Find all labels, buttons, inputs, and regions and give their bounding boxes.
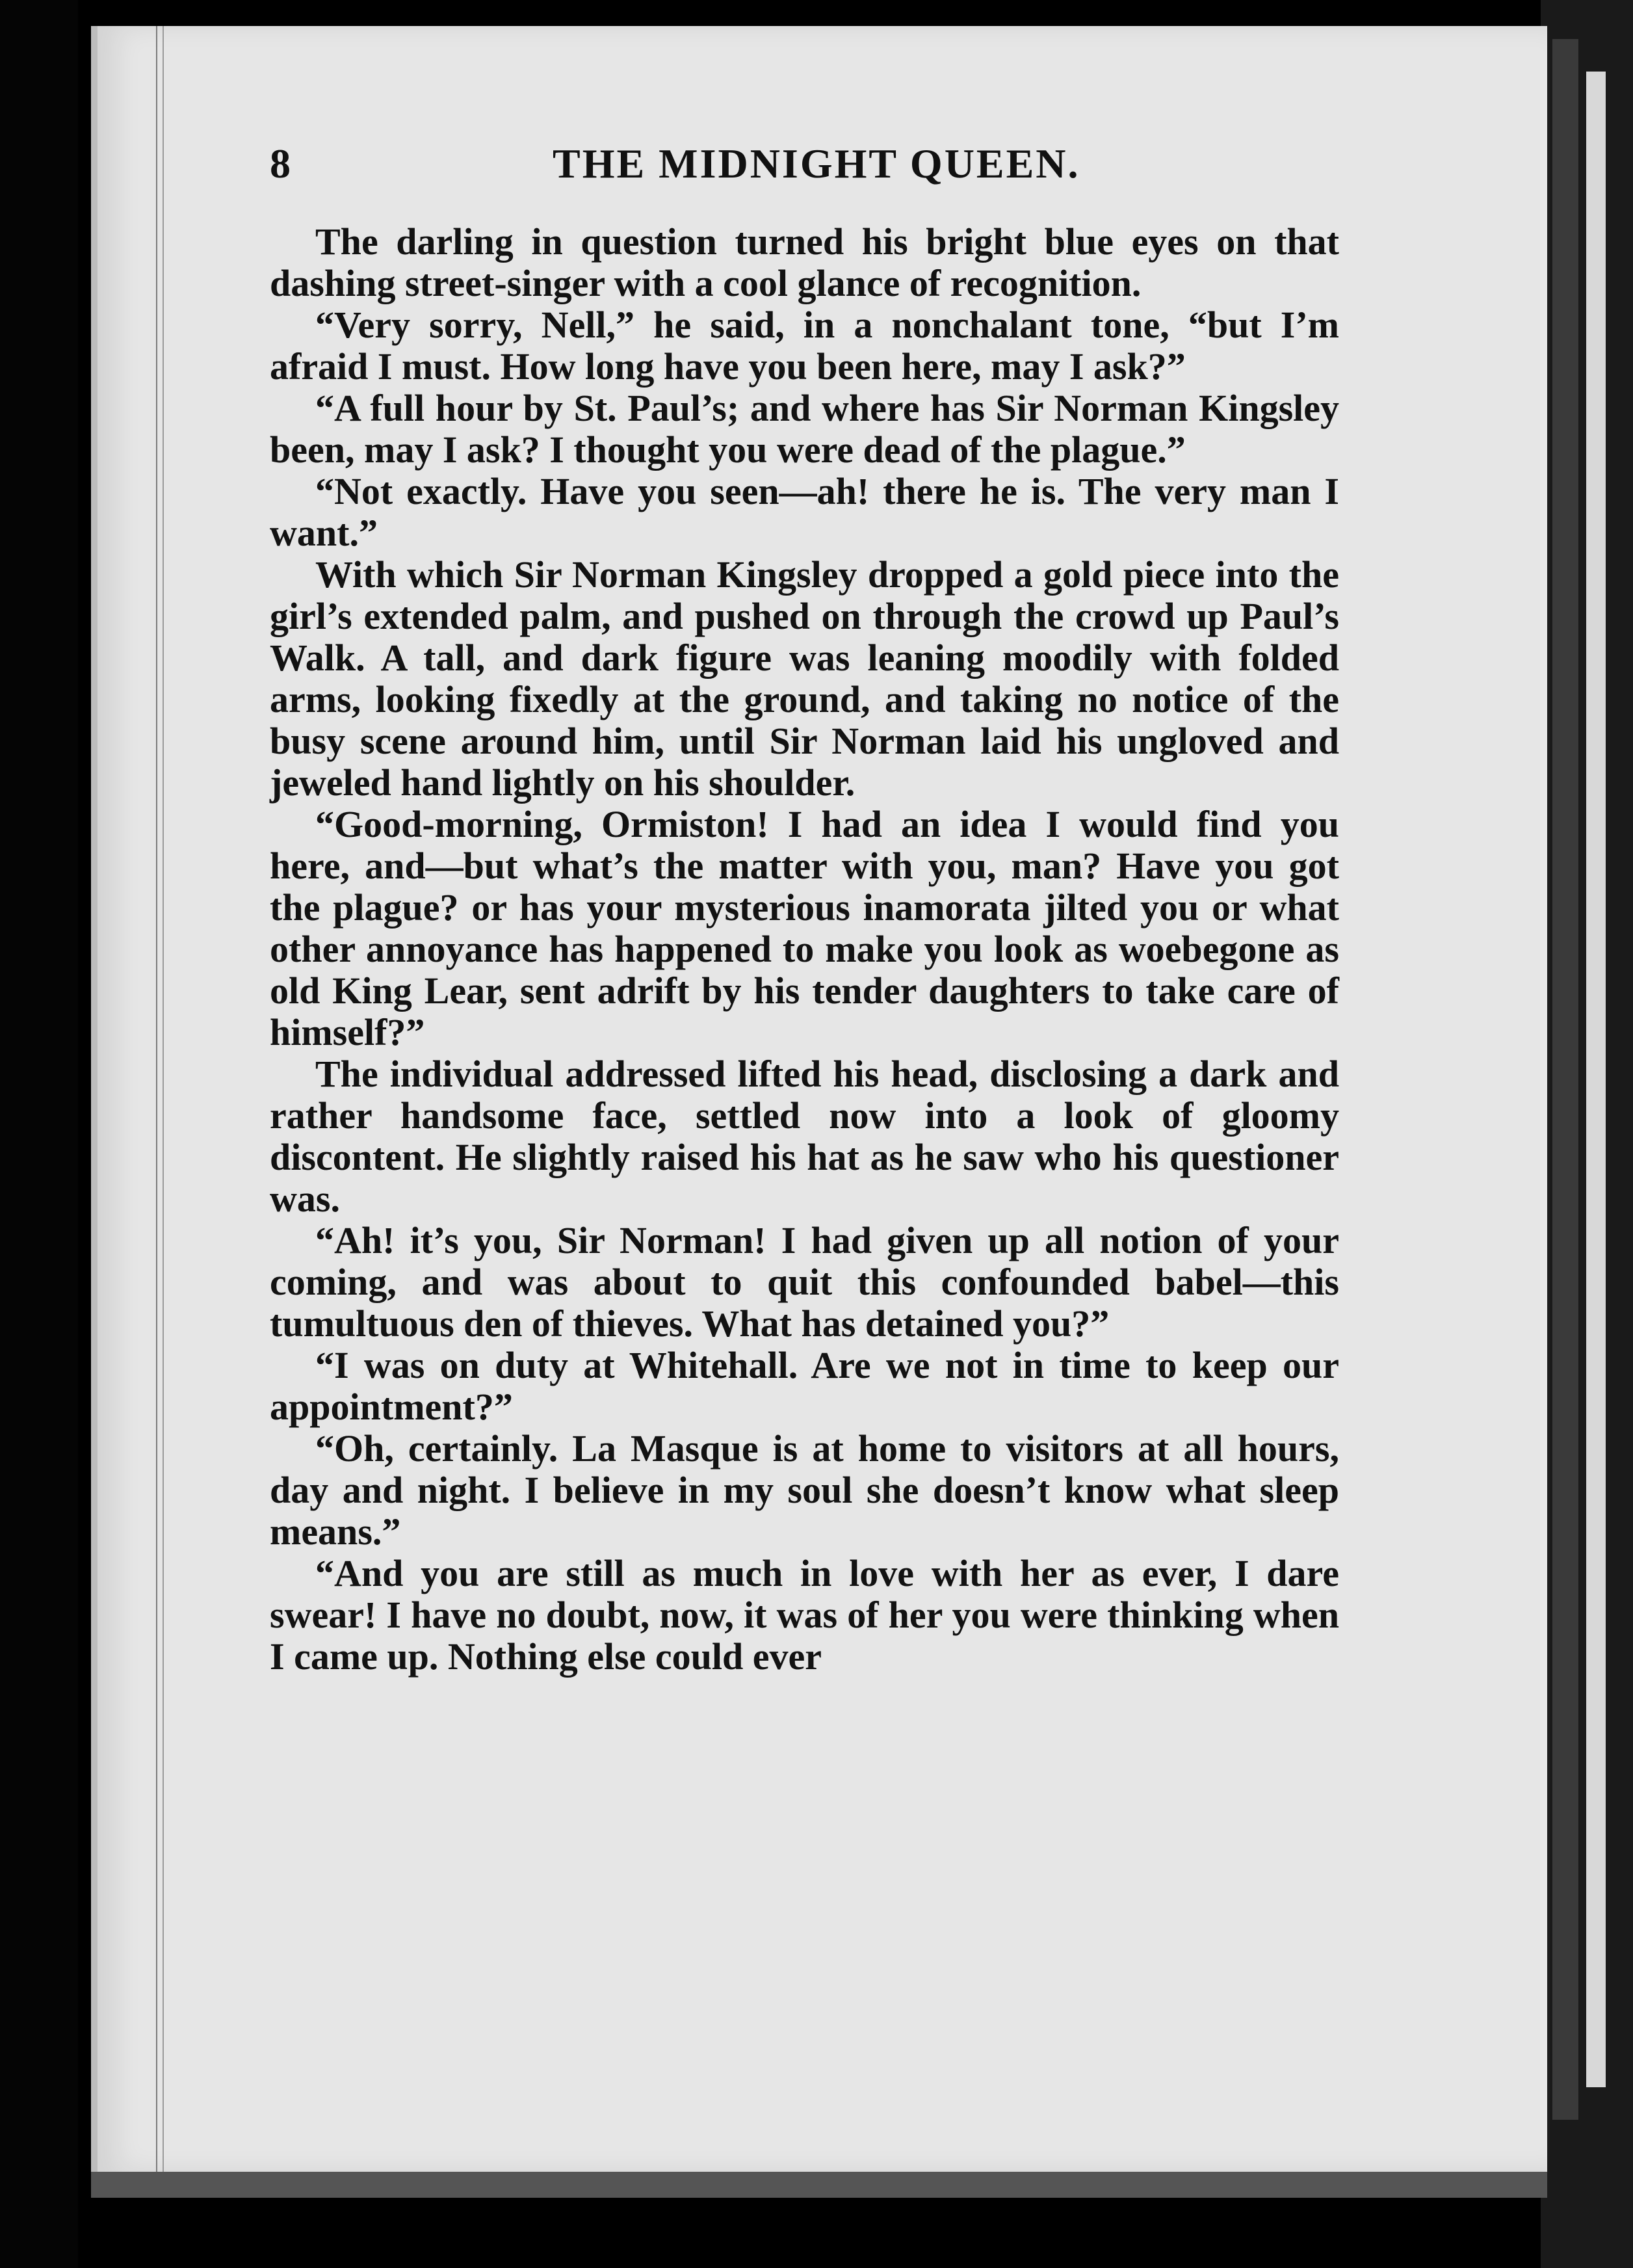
paragraph: “A full hour by St. Paul’s; and where has Sir Norman Kingsley been, may I ask? I thought you were dead of the plague.” [270,387,1339,471]
paragraph: The individual addressed lifted his head, disclosing a dark and rather handsome face, settled now into a look of gloomy discontent. He slightly raised his hat as he saw who his questioner was. [270,1053,1339,1220]
page-edge-shadow [1552,39,1578,2120]
page-edge-paper [1586,72,1606,2087]
paragraph: “Good-morning, Ormiston! I had an idea I would find you here, and—but what’s the matter with you, man? Have you got the plague? or has your mysterious inamorata jilted you or what other annoyance has happened to make you look as woebegone as old King Lear, sent adrift by his tender daughters to take care of himself?” [270,803,1339,1053]
paragraph: “Not exactly. Have you seen—ah! there he is. The very man I want.” [270,470,1339,554]
paragraph: With which Sir Norman Kingsley dropped a gold piece into the girl’s extended palm, and pushed on through the crowd up Paul’s Walk. A tall, and dark figure was leaning moodily with folded arms, looking fixedly at the ground, and taking no notice of the busy scene around him, until Sir Norman laid his ungloved and jeweled hand lightly on his shoulder. [270,553,1339,804]
paragraph: “I was on duty at Whitehall. Are we not in time to keep our appointment?” [270,1344,1339,1428]
paragraph: The darling in question turned his bright blue eyes on that dashing street-singer with a cool glance of recognition. [270,220,1339,304]
bottom-page-edge [91,2172,1547,2198]
running-head [270,140,1375,205]
paragraph: “Ah! it’s you, Sir Norman! I had given up all notion of your coming, and was about to quit this confounded babel—this tumultuous den of thieves. What has detained you?” [270,1219,1339,1345]
paragraph: “And you are still as much in love with her as ever, I dare swear! I have no doubt, now, it was of her you were thinking when I came up. Nothing else could ever [270,1552,1339,1678]
body-text [270,221,1339,1678]
page-number: 8 [270,140,291,187]
paragraph: “Oh, certainly. La Masque is at home to visitors at all hours, day and night. I believe in my soul she doesn’t know what sleep means.” [270,1427,1339,1553]
inner-margin-lines [156,26,164,2172]
binding-gutter [0,0,78,2268]
paragraph: “Very sorry, Nell,” he said, in a nonchalant tone, “but I’m afraid I must. How long have you been here, may I ask?” [270,304,1339,388]
book-title: THE MIDNIGHT QUEEN. [553,140,1080,187]
